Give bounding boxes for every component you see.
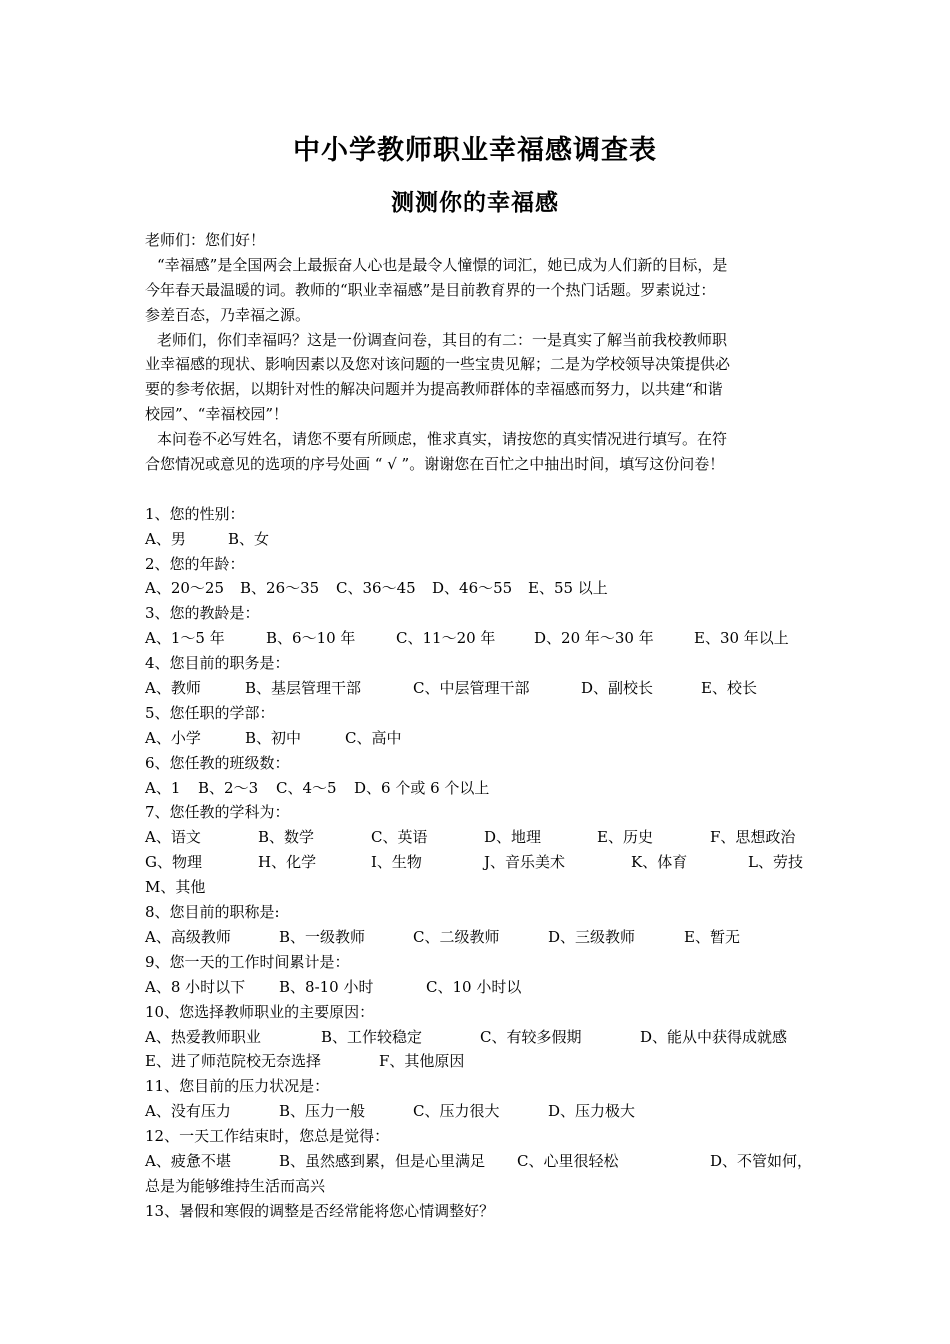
question-text: 11、您目前的压力状况是： bbox=[145, 1077, 330, 1096]
answer-option[interactable]: B、初中 bbox=[245, 728, 302, 747]
intro-line: 合您情况或意见的选项的序号处画 “ √ ”。谢谢您在百忙之中抽出时间，填写这份问卷！ bbox=[145, 455, 725, 474]
option-row bbox=[145, 676, 825, 701]
answer-option[interactable]: D、副校长 bbox=[581, 679, 654, 698]
answer-option[interactable]: C、10 小时以 bbox=[426, 977, 522, 996]
answer-option[interactable]: 总是为能够维持生活而高兴 bbox=[145, 1176, 326, 1195]
option-row bbox=[145, 925, 825, 950]
question-list bbox=[145, 502, 825, 1224]
answer-option[interactable]: B、8-10 小时 bbox=[279, 977, 374, 996]
answer-option[interactable]: A、没有压力 bbox=[145, 1102, 231, 1121]
answer-option[interactable]: C、压力很大 bbox=[413, 1102, 500, 1121]
question-text: 12、一天工作结束时，您总是觉得： bbox=[145, 1127, 390, 1146]
answer-option[interactable]: B、26～35 bbox=[240, 579, 320, 598]
answer-option[interactable]: J、音乐美术 bbox=[484, 853, 566, 872]
option-row bbox=[145, 975, 825, 1000]
answer-option[interactable]: A、教师 bbox=[145, 679, 201, 698]
answer-option[interactable]: B、数学 bbox=[258, 828, 315, 847]
option-row bbox=[145, 825, 825, 850]
answer-option[interactable]: A、男 bbox=[145, 529, 186, 548]
answer-option[interactable]: B、2～3 bbox=[198, 778, 259, 797]
answer-option[interactable]: C、4～5 bbox=[276, 778, 337, 797]
intro-line: 参差百态，乃幸福之源。 bbox=[145, 305, 311, 324]
answer-option[interactable]: B、基层管理干部 bbox=[245, 679, 362, 698]
question-text: 10、您选择教师职业的主要原因： bbox=[145, 1002, 375, 1021]
answer-option[interactable]: E、进了师范院校无奈选择 bbox=[145, 1052, 321, 1071]
option-row bbox=[145, 626, 825, 651]
answer-option[interactable]: A、语文 bbox=[145, 828, 201, 847]
option-row bbox=[145, 1099, 825, 1124]
answer-option[interactable]: C、心里很轻松 bbox=[517, 1151, 619, 1170]
question-text: 3、您的教龄是： bbox=[145, 604, 260, 623]
answer-option[interactable]: A、高级教师 bbox=[145, 927, 231, 946]
answer-option[interactable]: D、20 年～30 年 bbox=[534, 629, 654, 648]
option-row bbox=[145, 850, 825, 875]
option-row bbox=[145, 576, 825, 601]
answer-option[interactable]: K、体育 bbox=[631, 853, 688, 872]
answer-option[interactable]: G、物理 bbox=[145, 853, 202, 872]
answer-option[interactable]: E、历史 bbox=[597, 828, 653, 847]
question-text: 6、您任教的班级数： bbox=[145, 753, 290, 772]
question-text: 9、您一天的工作时间累计是： bbox=[145, 952, 350, 971]
answer-option[interactable]: C、11～20 年 bbox=[396, 629, 496, 648]
option-row bbox=[145, 1025, 825, 1050]
answer-option[interactable]: B、虽然感到累，但是心里满足 bbox=[279, 1151, 486, 1170]
answer-option[interactable]: C、二级教师 bbox=[413, 927, 500, 946]
question-text: 2、您的年龄： bbox=[145, 554, 245, 573]
intro-line: 校园”、“幸福校园”！ bbox=[145, 405, 289, 424]
answer-option[interactable]: D、46～55 bbox=[432, 579, 513, 598]
answer-option[interactable]: L、劳技 bbox=[748, 853, 803, 872]
answer-option[interactable]: B、工作较稳定 bbox=[321, 1027, 423, 1046]
answer-option[interactable]: D、6 个或 6 个以上 bbox=[354, 778, 490, 797]
answer-option[interactable]: A、20～25 bbox=[145, 579, 225, 598]
answer-option[interactable]: F、其他原因 bbox=[379, 1052, 465, 1071]
intro-line: 要的参考依据，以期针对性的解决问题并为提高教师群体的幸福感而努力，以共建“和谐 bbox=[145, 380, 723, 399]
page-subtitle: 测测你的幸福感 bbox=[391, 190, 559, 216]
intro-line: 今年春天最温暖的词。教师的“职业幸福感”是目前教育界的一个热门话题。罗素说过： bbox=[145, 280, 716, 299]
option-row bbox=[145, 527, 825, 552]
option-row bbox=[145, 726, 825, 751]
question-text: 5、您任职的学部： bbox=[145, 703, 275, 722]
answer-option[interactable]: B、6～10 年 bbox=[266, 629, 356, 648]
page-title: 中小学教师职业幸福感调查表 bbox=[293, 135, 657, 166]
option-row bbox=[145, 1149, 825, 1174]
intro-line: “幸福感”是全国两会上最振奋人心也是最令人憧憬的词汇，她已成为人们新的目标，是 bbox=[157, 255, 728, 274]
answer-option[interactable]: C、英语 bbox=[371, 828, 428, 847]
option-row bbox=[145, 776, 825, 801]
answer-option[interactable]: B、一级教师 bbox=[279, 927, 366, 946]
answer-option[interactable]: D、三级教师 bbox=[548, 927, 636, 946]
question-text: 13、暑假和寒假的调整是否经常能将您心情调整好？ bbox=[145, 1201, 495, 1220]
answer-option[interactable]: B、压力一般 bbox=[279, 1102, 366, 1121]
answer-option[interactable]: C、高中 bbox=[345, 728, 402, 747]
option-row bbox=[145, 1174, 825, 1199]
answer-option[interactable]: E、55 以上 bbox=[528, 579, 608, 598]
answer-option[interactable]: C、中层管理干部 bbox=[413, 679, 530, 698]
answer-option[interactable]: E、校长 bbox=[701, 679, 757, 698]
answer-option[interactable]: H、化学 bbox=[258, 853, 317, 872]
answer-option[interactable]: A、热爱教师职业 bbox=[145, 1027, 261, 1046]
answer-option[interactable]: A、1～5 年 bbox=[145, 629, 225, 648]
question-text: 8、您目前的职称是: bbox=[145, 903, 280, 922]
answer-option[interactable]: D、地理 bbox=[484, 828, 542, 847]
answer-option[interactable]: C、有较多假期 bbox=[480, 1027, 582, 1046]
answer-option[interactable]: A、1 bbox=[145, 778, 181, 797]
blank-line bbox=[145, 477, 825, 502]
answer-option[interactable]: A、疲惫不堪 bbox=[145, 1151, 231, 1170]
answer-option[interactable]: M、其他 bbox=[145, 878, 206, 897]
answer-option[interactable]: E、暂无 bbox=[684, 927, 740, 946]
question-text: 1、您的性别： bbox=[145, 504, 245, 523]
answer-option[interactable]: D、能从中获得成就感 bbox=[640, 1027, 788, 1046]
answer-option[interactable]: I、生物 bbox=[371, 853, 422, 872]
option-row bbox=[145, 875, 825, 900]
greeting: 老师们：您们好！ bbox=[145, 231, 266, 249]
document-body bbox=[145, 228, 825, 1224]
answer-option[interactable]: A、8 小时以下 bbox=[145, 977, 246, 996]
answer-option[interactable]: C、36～45 bbox=[336, 579, 416, 598]
intro-line: 老师们，你们幸福吗？这是一份调查问卷，其目的有二：一是真实了解当前我校教师职 bbox=[157, 330, 728, 349]
answer-option[interactable]: F、思想政治 bbox=[710, 828, 796, 847]
intro-line: 业幸福感的现状、影响因素以及您对该问题的一些宝贵见解；二是为学校领导决策提供必 bbox=[145, 355, 731, 374]
answer-option[interactable]: B、女 bbox=[228, 529, 270, 548]
answer-option[interactable]: E、30 年以上 bbox=[694, 629, 789, 648]
answer-option[interactable]: D、压力极大 bbox=[548, 1102, 636, 1121]
question-text: 7、您任教的学科为： bbox=[145, 803, 290, 822]
option-row bbox=[145, 1049, 825, 1074]
question-text: 4、您目前的职务是： bbox=[145, 654, 290, 673]
answer-option[interactable]: A、小学 bbox=[145, 728, 201, 747]
answer-option[interactable]: D、不管如何， bbox=[710, 1151, 813, 1170]
intro-line: 本问卷不必写姓名，请您不要有所顾虑，惟求真实，请按您的真实情况进行填写。在符 bbox=[157, 430, 728, 449]
